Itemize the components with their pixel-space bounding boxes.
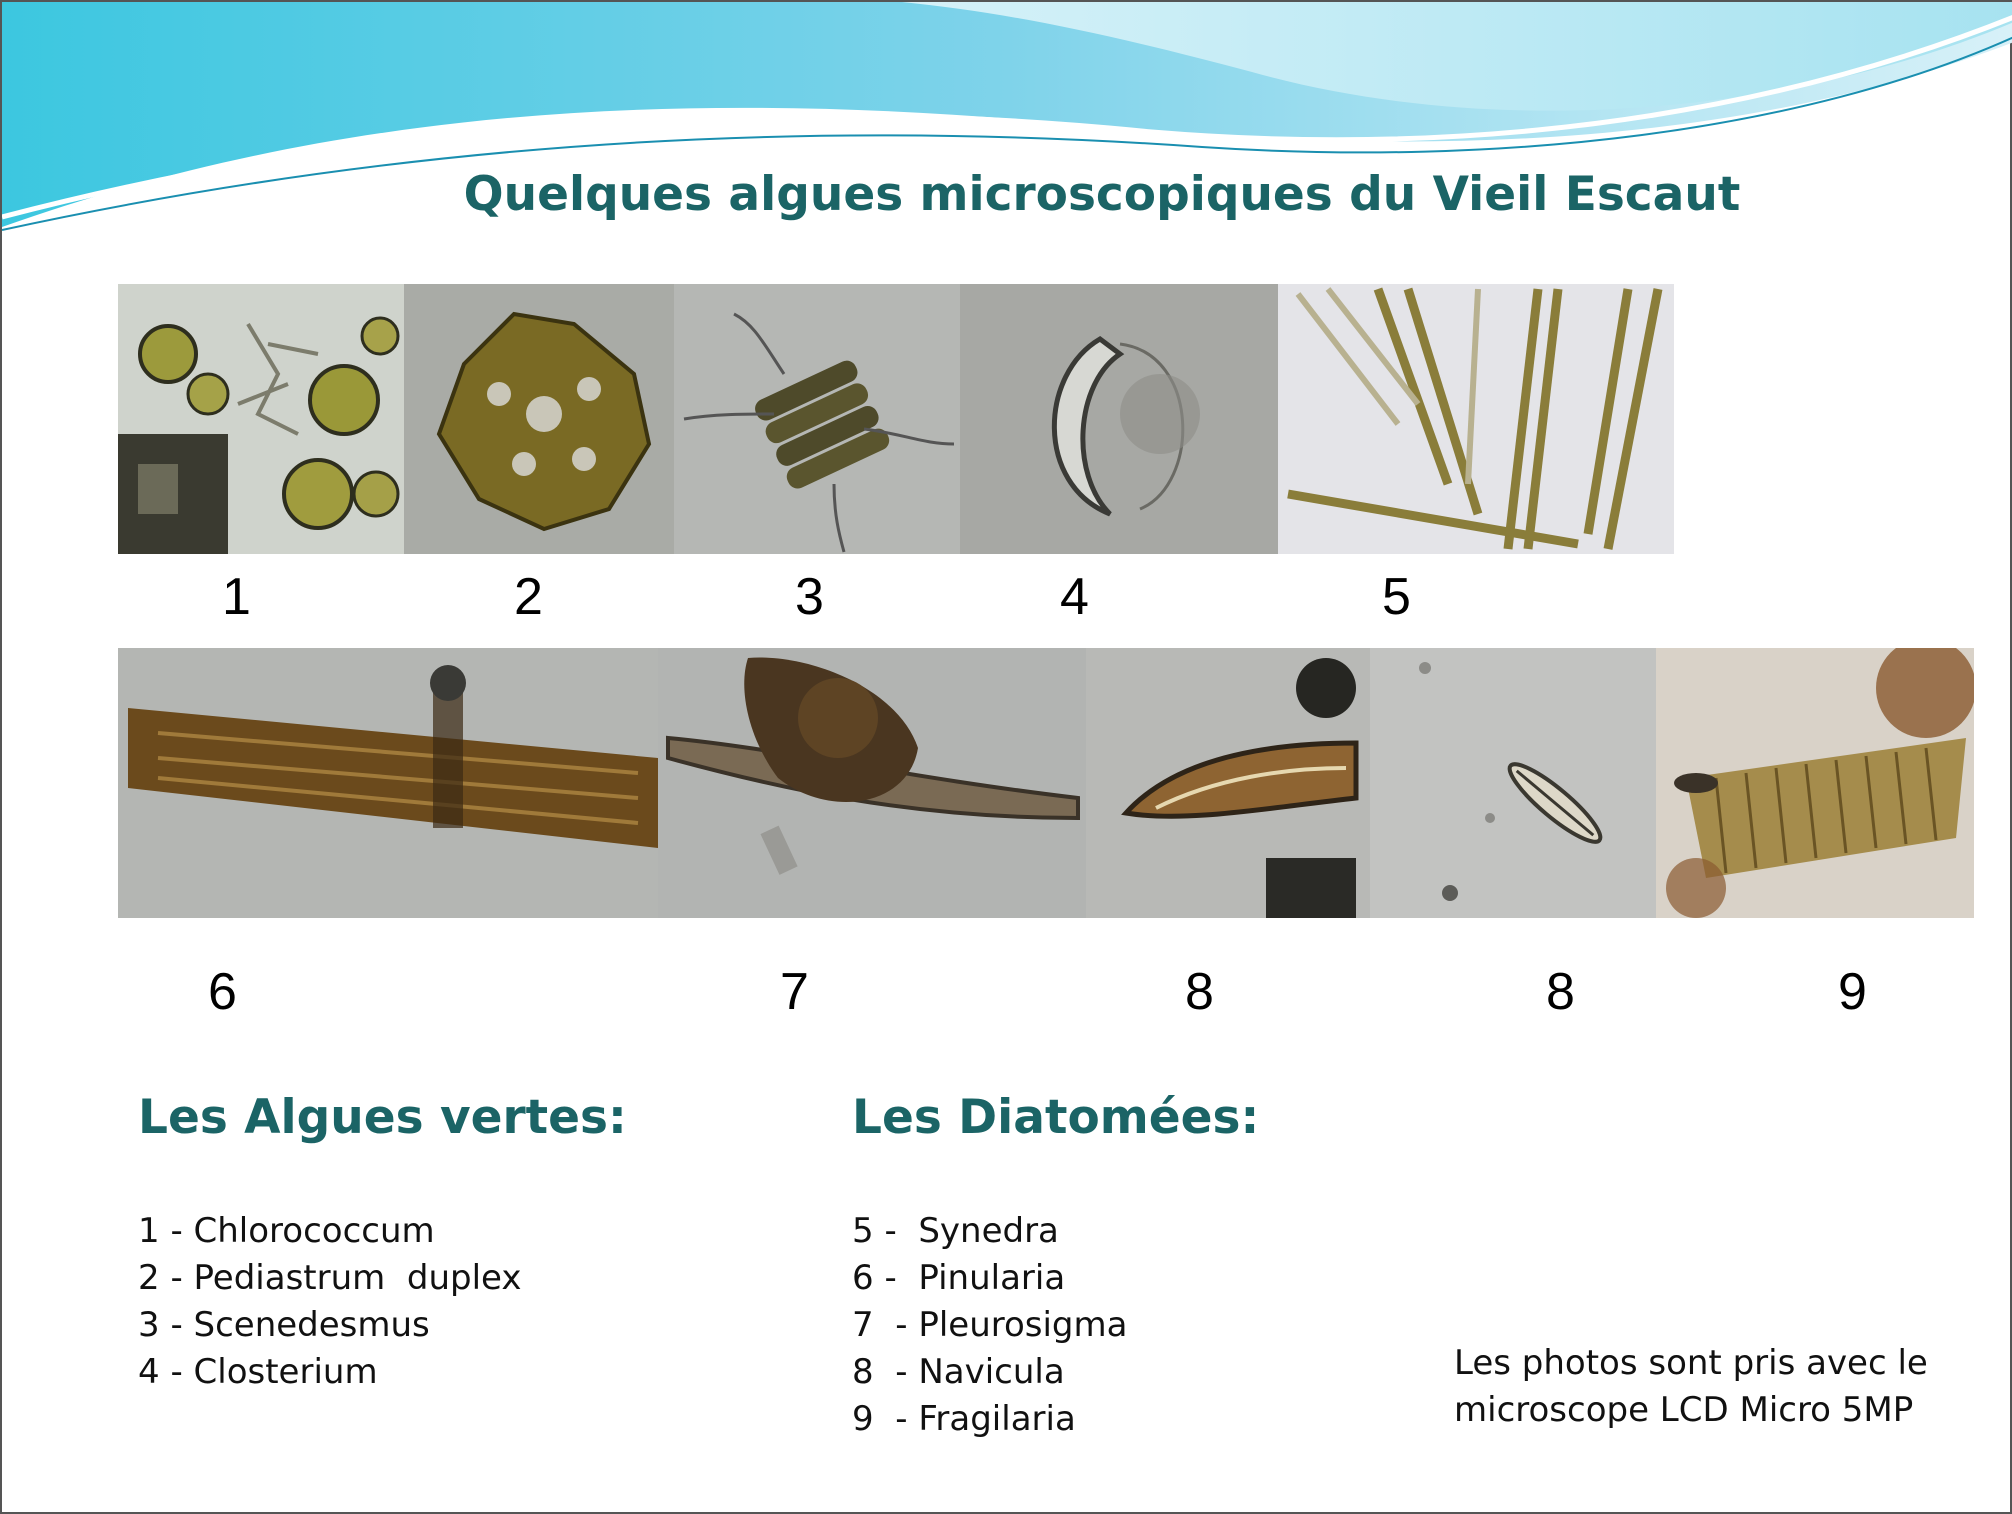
pinularia-photo — [118, 648, 658, 918]
photo-label: 6 — [208, 963, 237, 1021]
synedra-photo — [1278, 284, 1674, 554]
photo-label: 5 — [1382, 568, 1411, 626]
page-title: Quelques algues microscopiques du Vieil Escaut — [463, 167, 1741, 222]
photo-label: 4 — [1060, 568, 1089, 626]
list-item: 1 - Chlorococcum — [138, 1211, 435, 1251]
list-item: 3 - Scenedesmus — [138, 1305, 430, 1345]
photo-label: 3 — [795, 568, 824, 626]
note-line: Les photos sont pris avec le — [1454, 1343, 1928, 1383]
navicula-photo-a — [1086, 648, 1370, 918]
chlorococcum-photo — [118, 284, 404, 554]
photo-label: 8 — [1185, 963, 1214, 1021]
list-item: 4 - Closterium — [138, 1352, 378, 1392]
green-algae-list — [138, 1208, 522, 1396]
pleurosigma-photo — [658, 648, 1086, 918]
diatoms-list — [852, 1208, 1127, 1443]
list-item: 7 - Pleurosigma — [852, 1305, 1128, 1345]
list-item: 6 - Pinularia — [852, 1258, 1066, 1298]
diatoms-heading: Les Diatomées: — [852, 1090, 1260, 1145]
photo-label: 8 — [1546, 963, 1575, 1021]
fragilaria-photo — [1656, 648, 1974, 918]
pediastrum-photo — [404, 284, 674, 554]
green-algae-heading: Les Algues vertes: — [138, 1090, 627, 1145]
photo-label: 7 — [780, 963, 809, 1021]
list-item: 5 - Synedra — [852, 1211, 1059, 1251]
photo-label: 2 — [514, 568, 543, 626]
closterium-photo — [960, 284, 1278, 554]
scenedesmus-photo — [674, 284, 960, 554]
list-item: 2 - Pediastrum duplex — [138, 1258, 522, 1298]
photo-credit-note — [1454, 1340, 1928, 1434]
note-line: microscope LCD Micro 5MP — [1454, 1390, 1914, 1430]
photo-label: 9 — [1838, 963, 1867, 1021]
navicula-photo-b — [1370, 648, 1656, 918]
list-item: 9 - Fragilaria — [852, 1399, 1076, 1439]
photo-label: 1 — [222, 568, 251, 626]
list-item: 8 - Navicula — [852, 1352, 1065, 1392]
